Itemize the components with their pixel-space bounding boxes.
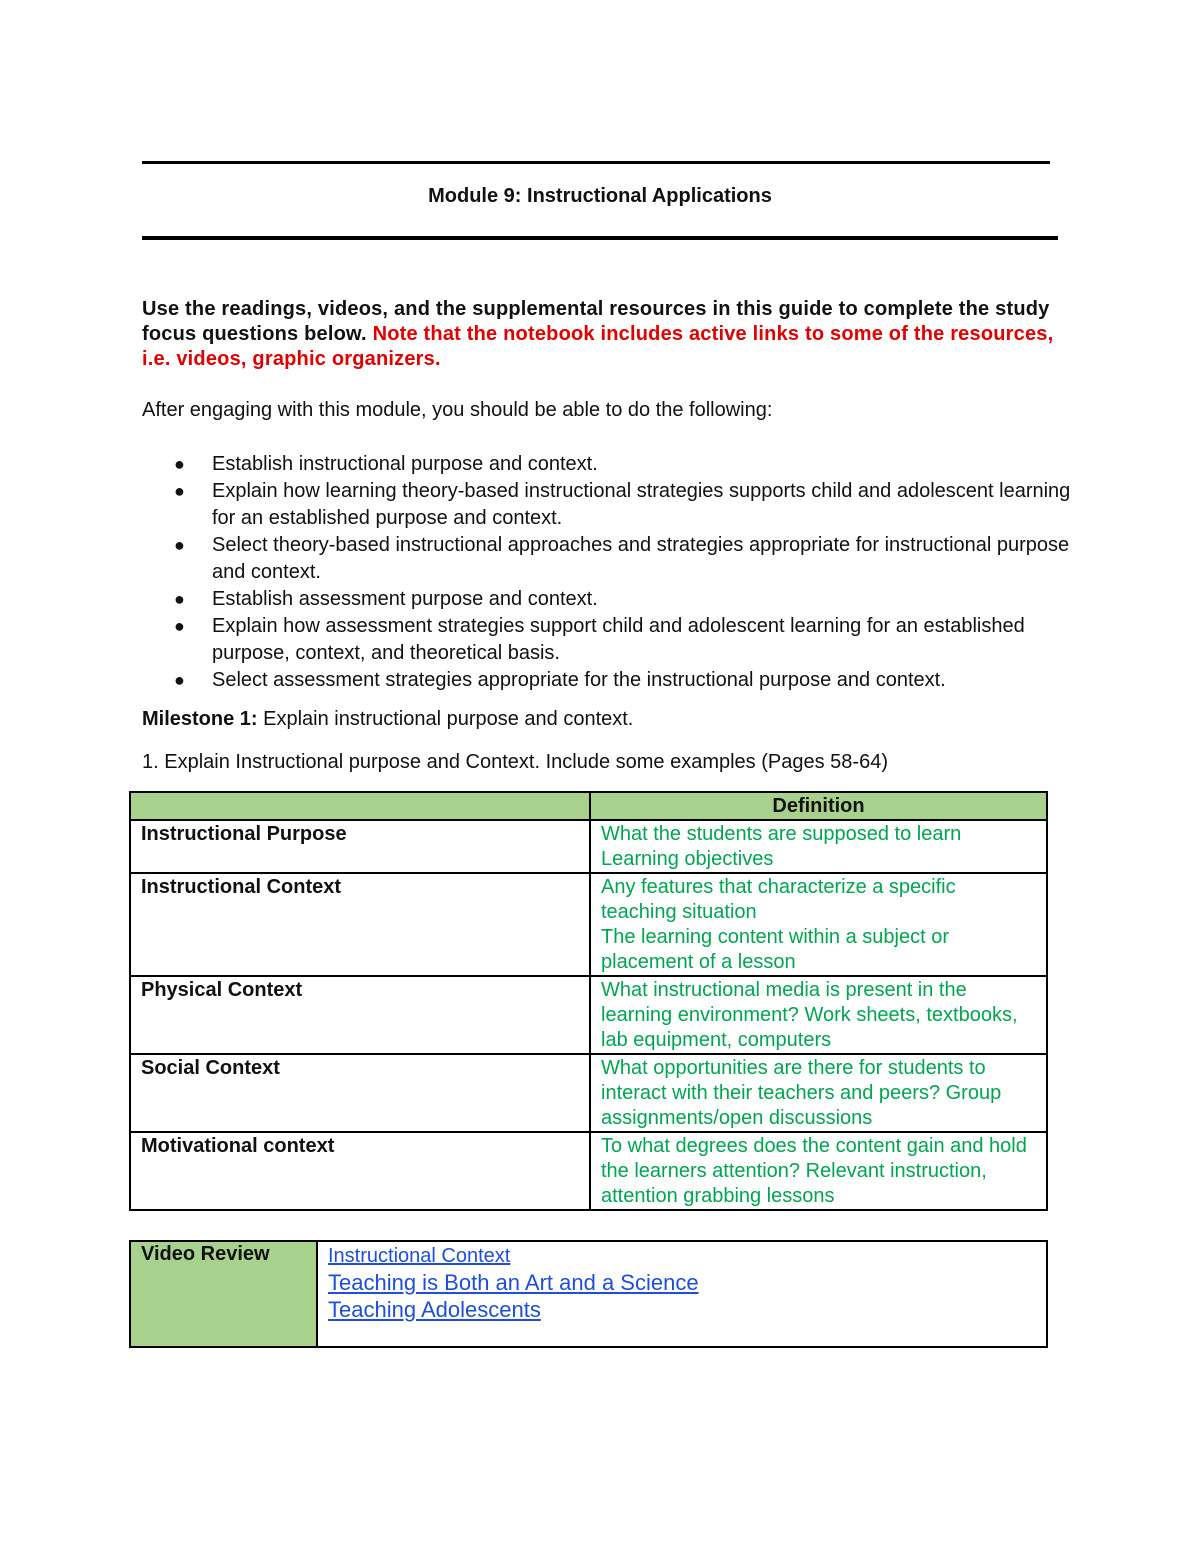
bullet-icon: ● xyxy=(174,670,185,690)
definition-cell: Any features that characterize a specific teaching situation The learning content within a subject or placement of a lesson xyxy=(590,873,1047,976)
video-links-cell xyxy=(317,1241,1047,1347)
intro-note: Note that the notebook includes active links to some of the resources, i.e. videos, graphic organizers. xyxy=(142,323,1054,370)
bullet-icon: ● xyxy=(174,481,185,501)
objective-item: ● Explain how learning theory-based instructional strategies supports child and adolescent learning for an established purpose and context. xyxy=(174,480,1071,529)
term-cell: Motivational context xyxy=(130,1132,590,1210)
table-row xyxy=(130,873,1047,976)
objective-item: ● Select assessment strategies appropriate for the instructional purpose and context. xyxy=(142,667,1072,694)
bullet-icon: ● xyxy=(174,616,185,636)
table-header-row xyxy=(130,792,1047,820)
definition-cell: What opportunities are there for students to interact with their teachers and peers? Group assignments/open discussions xyxy=(590,1054,1047,1132)
link-teaching-adolescents[interactable]: Teaching Adolescents xyxy=(328,1297,541,1322)
video-review-table xyxy=(129,1240,1048,1348)
top-divider xyxy=(142,161,1050,164)
term-cell: Instructional Context xyxy=(130,873,590,976)
milestone-label: Milestone 1: xyxy=(142,708,258,730)
milestone-text: Explain instructional purpose and context. xyxy=(263,708,634,730)
objectives-lead: After engaging with this module, you should be able to do the following: xyxy=(142,399,773,421)
bullet-icon: ● xyxy=(174,454,185,474)
bullet-icon: ● xyxy=(174,535,185,555)
definition-cell: To what degrees does the content gain and hold the learners attention? Relevant instruction, attention grabbing lessons xyxy=(590,1132,1047,1210)
objective-item: ● Establish instructional purpose and context. xyxy=(142,451,1072,478)
bullet-icon: ● xyxy=(174,589,185,609)
objectives-list xyxy=(142,451,1072,694)
header-cell-term xyxy=(130,792,590,820)
term-cell: Social Context xyxy=(130,1054,590,1132)
term-cell: Instructional Purpose xyxy=(130,820,590,873)
table-row xyxy=(130,820,1047,873)
header-cell-definition: Definition xyxy=(590,792,1047,820)
table-row xyxy=(130,1054,1047,1132)
table-row xyxy=(130,1132,1047,1210)
table-row xyxy=(130,976,1047,1054)
intro-paragraph xyxy=(142,297,1072,372)
link-instructional-context[interactable]: Instructional Context xyxy=(328,1245,511,1267)
question-1: 1. Explain Instructional purpose and Context. Include some examples (Pages 58-64) xyxy=(142,751,888,773)
term-cell: Physical Context xyxy=(130,976,590,1054)
table-row xyxy=(130,1241,1047,1347)
title-divider xyxy=(142,236,1058,240)
video-review-label: Video Review xyxy=(130,1241,317,1347)
definition-cell: What the students are supposed to learn Learning objectives xyxy=(590,820,1047,873)
milestone-heading xyxy=(142,708,633,731)
definition-cell: What instructional media is present in the learning environment? Work sheets, textbooks, lab equipment, computers xyxy=(590,976,1047,1054)
definitions-table xyxy=(129,791,1048,1211)
intro-instructions: Use the readings, videos, and the supplemental resources in this guide to complete the study focus questions below. xyxy=(142,298,1050,345)
objective-item: ● Explain how assessment strategies support child and adolescent learning for an established purpose, context, and theoretical basis. xyxy=(174,615,1025,664)
page-title: Module 9: Instructional Applications xyxy=(428,185,772,207)
objective-item: ● Establish assessment purpose and context. xyxy=(142,586,1072,613)
objective-item: ● Select theory-based instructional approaches and strategies appropriate for instructional purpose and context. xyxy=(174,534,1070,583)
link-teaching-art-science[interactable]: Teaching is Both an Art and a Science xyxy=(328,1270,699,1295)
